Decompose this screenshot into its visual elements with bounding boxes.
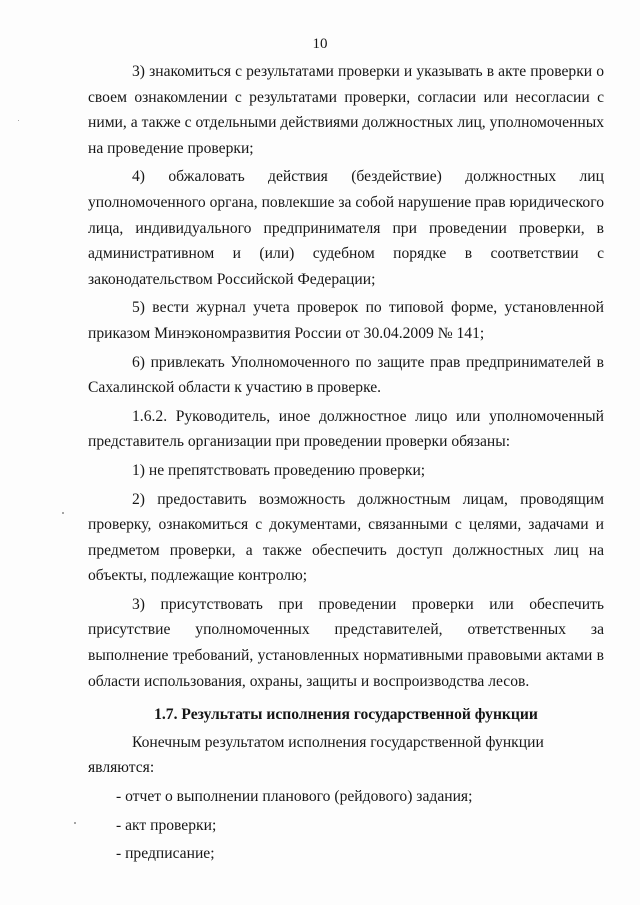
paragraph-right-4: 4) обжаловать действия (бездействие) должностных лиц уполномоченного органа, повлекшие за собой нарушение прав юридического лица, индивидуального предпринимателя при проведении проверки, в административном и (или) судебном порядке в соответствии с законодательством Российской Федерации; — [88, 168, 604, 288]
scan-speck — [18, 120, 19, 121]
section-heading: 1.7. Результаты исполнения государственной функции — [154, 706, 538, 724]
list-item: - предписание; — [116, 845, 215, 863]
paragraph-obligations-intro: 1.6.2. Руководитель, иное должностное лицо или уполномоченный представитель организации при проведении проверки обязаны: — [88, 407, 604, 451]
section-intro: Конечным результатом исполнения государственной функции являются: — [88, 733, 544, 777]
scan-speck — [62, 512, 64, 514]
paragraph-right-6: 6) привлекать Уполномоченного по защите прав предпринимателей в Сахалинской области к участию в проверке. — [88, 353, 604, 397]
list-item: - отчет о выполнении планового (рейдового) задания; — [116, 788, 473, 806]
list-item: - акт проверки; — [116, 816, 217, 834]
scan-speck — [74, 822, 76, 824]
document-body — [88, 59, 604, 870]
paragraph-obligation-2: 2) предоставить возможность должностным лицам, проводящим проверку, ознакомиться с документами, связанными с целями, задачами и предметом проверки, а также обеспечить доступ должностных лиц на объекты, подлежащие контролю; — [88, 490, 604, 585]
paragraph-obligation-3: 3) присутствовать при проведении проверки или обеспечить присутствие уполномоченных представителей, ответственных за выполнение требований, установленных нормативными правовыми актами в области использования, охраны, защиты и воспроизводства лесов. — [88, 595, 604, 690]
paragraph-obligation-1: 1) не препятствовать проведению проверки; — [132, 461, 426, 479]
paragraph-right-5: 5) вести журнал учета проверок по типовой форме, установленной приказом Минэкономразвития России от 30.04.2009 № 141; — [88, 299, 604, 342]
paragraph-right-3: 3) знакомиться с результатами проверки и указывать в акте проверки о своем ознакомлении с результатами проверки, согласии или несогласии с ними, а также с отдельными действиями должностных лиц, уполномоченных на проведение проверки; — [88, 63, 604, 157]
page-number: 10 — [312, 36, 328, 52]
